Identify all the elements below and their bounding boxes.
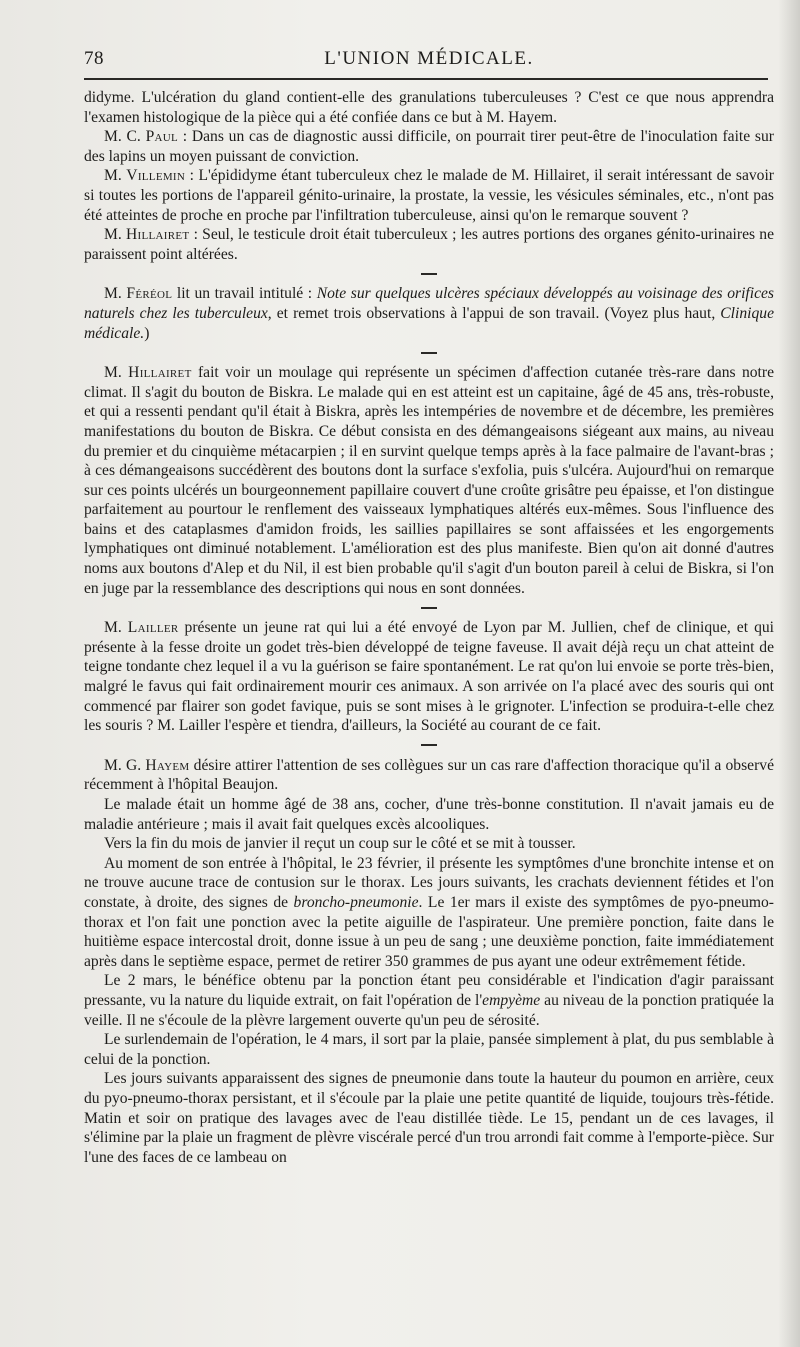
paragraph-p8 bbox=[84, 756, 774, 795]
text-segment: désire attirer l'attention de ses collègues sur un cas rare d'affection thoracique qu'il a observé récemment à l'hôpital Beaujon. bbox=[84, 756, 774, 794]
page-number: 78 bbox=[84, 48, 104, 69]
text-segment: Le 2 mars, le bénéfice obtenu par la ponction étant peu considérable et l'indication d'agir paraissant pressante, vu la nature du liquide extrait, on fait l'opération de l' bbox=[84, 972, 774, 1009]
paragraph-p9 bbox=[84, 795, 774, 834]
section-separator bbox=[84, 264, 774, 284]
text-segment: : Seul, le testicule droit était tuberculeux ; les autres portions des organes génito-urinaires ne paraissent point altérées. bbox=[84, 226, 774, 263]
paragraph-p13 bbox=[84, 1030, 774, 1069]
section-separator bbox=[84, 598, 774, 618]
paragraph-p10 bbox=[84, 834, 774, 854]
section-separator bbox=[84, 736, 774, 756]
paragraph-p6 bbox=[84, 363, 774, 598]
paragraph-p4 bbox=[84, 225, 774, 264]
text-segment: ) bbox=[144, 324, 150, 342]
paragraph-p7 bbox=[84, 618, 774, 736]
text-segment: présente un jeune rat qui lui a été envoyé de Lyon par M. Jullien, chef de clinique, et qui présente à la fesse droite un godet très-bien développé de teigne faveuse. Il avait déjà reçu un chat atteint de teigne tondante chez lequel il a vu la guérison se faire spontanément. Le rat qu'on lui envoie se porte très-bien, malgré le favus qui fait ordinairement mourir ces animaux. A son arrivée on l'a placé avec des souris qui ont commencé par flairer son godet favique, puis se sont mises à le grignoter. L'infection se produira-t-elle chez les souris ? M. Lailler l'espère et tiendra, d'ailleurs, la Société au courant de ce fait. bbox=[84, 619, 774, 735]
text-segment: au niveau de la ponction pratiquée la veille. Il ne s'écoule de la plèvre largement ouverte qu'un peu de sérosité. bbox=[84, 991, 774, 1029]
speaker-name: Hillairet bbox=[125, 226, 190, 244]
paragraph-p3 bbox=[84, 166, 774, 225]
text-segment: M. bbox=[104, 226, 126, 244]
page-edge-shadow bbox=[778, 0, 800, 1347]
separator-dash bbox=[421, 607, 437, 609]
italic-text: Clinique médicale. bbox=[84, 304, 774, 342]
paragraph-p12 bbox=[84, 971, 774, 1030]
speaker-name: Hillairet bbox=[128, 364, 192, 382]
text-segment: : L'épididyme étant tuberculeux chez le malade de M. Hillairet, il serait intéressant de savoir si toutes les portions de l'appareil génito-urinaire, la prostate, la vessie, les vésicules séminales, etc., n'ont pas été atteintes de proche en proche par l'infiltration tuberculeuse, ainsi qu'on le remarque souvent ? bbox=[84, 167, 775, 224]
speaker-name: Paul bbox=[145, 128, 179, 146]
italic-text: broncho-pneumonie bbox=[293, 893, 419, 911]
page-header bbox=[84, 46, 774, 76]
paragraph-p5 bbox=[84, 284, 774, 343]
running-title: L'UNION MÉDICALE. bbox=[324, 48, 534, 69]
text-segment: M. G. bbox=[104, 756, 146, 774]
separator-dash bbox=[421, 352, 437, 354]
speaker-name: Lailler bbox=[127, 619, 179, 637]
text-segment: Le surlendemain de l'opération, le 4 mars, il sort par la plaie, pansée simplement à plat, du pus semblable à celui de la ponction. bbox=[84, 1031, 774, 1068]
paragraph-p1 bbox=[84, 88, 774, 127]
section-separator bbox=[84, 343, 774, 363]
text-segment: M. bbox=[104, 619, 128, 637]
speaker-name: Féréol bbox=[126, 285, 173, 303]
paragraph-p14 bbox=[84, 1069, 774, 1167]
speaker-name: Villemin bbox=[126, 167, 186, 185]
text-segment: Les jours suivants apparaissent des signes de pneumonie dans toute la hauteur du poumon en arrière, ceux du pyo-pneumo-thorax persistant, et il s'écoule par la plaie une petite quantité de liquide, toujours très-fétide. Matin et soir on pratique des lavages avec de l'eau distillée tiède. Le 15, pendant un de ces lavages, il s'élimine par la plaie un fragment de plèvre viscérale percé d'un trou arrondi fait comme à l'emporte-pièce. Sur l'une des faces de ce lambeau on bbox=[84, 1070, 774, 1166]
italic-text: empyème bbox=[482, 991, 541, 1009]
text-segment: . Le 1er mars il existe des symptômes de pyo-pneumo-thorax et l'on fait une ponction avec la petite aiguille de l'aspirateur. Une première ponction, faite dans le huitième espace intercostal droit, donne issue à un peu de sang ; une deuxième ponction, faite immédiatement après dans le septième espace, permet de retirer 350 grammes de pus ayant une odeur extrêmement fétide. bbox=[84, 893, 774, 970]
paragraph-p2 bbox=[84, 127, 774, 166]
paragraph-p11 bbox=[84, 854, 774, 972]
text-segment: M. bbox=[104, 285, 127, 303]
text-segment: didyme. L'ulcération du gland contient-elle des granulations tuberculeuses ? C'est ce que nous apprendra l'examen histologique de la pièce qui a été confiée dans ce but à M. Hayem. bbox=[84, 89, 774, 126]
header-rule bbox=[84, 78, 768, 80]
text-segment: , et remet trois observations à l'appui de son travail. (Voyez plus haut, bbox=[267, 304, 721, 322]
text-segment: M. bbox=[104, 167, 127, 185]
text-segment: fait voir un moulage qui représente un spécimen d'affection cutanée très-rare dans notre climat. Il s'agit du bouton de Biskra. Le malade qui en est atteint est un capitaine, âgé de 45 ans, très-robuste, et qui a ressenti pendant qu'il était à Biskra, après les intempéries de novembre et de décembre, les premières manifestations du bouton de Biskra. Ce début consista en des démangeaisons siégeant aux mains, au niveau du premier et du cinquième métacarpien ; il en survint quelque temps après à la face palmaire de l'avant-bras ; à ces démangeaisons succédèrent des boutons dont la surface s'exfolia, puis s'ulcéra. Aujourd'hui on remarque sur ces points ulcérés un bourgeonnement papillaire couvert d'une croûte grisâtre peu épaisse, et l'on distingue parfaitement au pourtour le renflement des vaisseaux lymphatiques altérés eux-mêmes. Sous l'influence des bains et des cataplasmes d'amidon froids, les saillies papillaires se sont affaissées et les engorgements lymphatiques ont diminué notablement. L'amélioration est des plus manifeste. Bien qu'on ait donné d'autres noms aux boutons d'Alep et du Nil, il est bien probable qu'il s'agit d'un bouton pareil à celui de Biskra, si l'on en juge par la ressemblance des descriptions qui nous en sont données. bbox=[84, 364, 774, 597]
italic-text: Note sur quelques ulcères spéciaux développés au voisinage des orifices naturels chez les tuberculeux bbox=[84, 285, 774, 322]
article-body bbox=[84, 88, 774, 1167]
text-segment: lit un travail intitulé : bbox=[172, 285, 317, 303]
text-segment: : Dans un cas de diagnostic aussi difficile, on pourrait tirer peut-être de l'inoculation faite sur des lapins un moyen puissant de conviction. bbox=[84, 128, 774, 165]
separator-dash bbox=[421, 273, 437, 275]
text-segment: Le malade était un homme âgé de 38 ans, cocher, d'une très-bonne constitution. Il n'avait jamais eu de maladie antérieure ; mais il avait fait quelques excès alcooliques. bbox=[84, 796, 774, 833]
separator-dash bbox=[421, 744, 437, 746]
text-segment: Vers la fin du mois de janvier il reçut un coup sur le côté et se mit à tousser. bbox=[104, 835, 576, 853]
text-segment: M. bbox=[104, 364, 129, 382]
text-segment: M. C. bbox=[104, 128, 146, 146]
text-segment: Au moment de son entrée à l'hôpital, le 23 février, il présente les symptômes d'une bronchite intense et on ne trouve aucune trace de contusion sur le thorax. Les jours suivants, les crachats deviennent fétides et l'on constate, à droite, des signes de bbox=[84, 854, 774, 911]
speaker-name: Hayem bbox=[145, 756, 190, 774]
